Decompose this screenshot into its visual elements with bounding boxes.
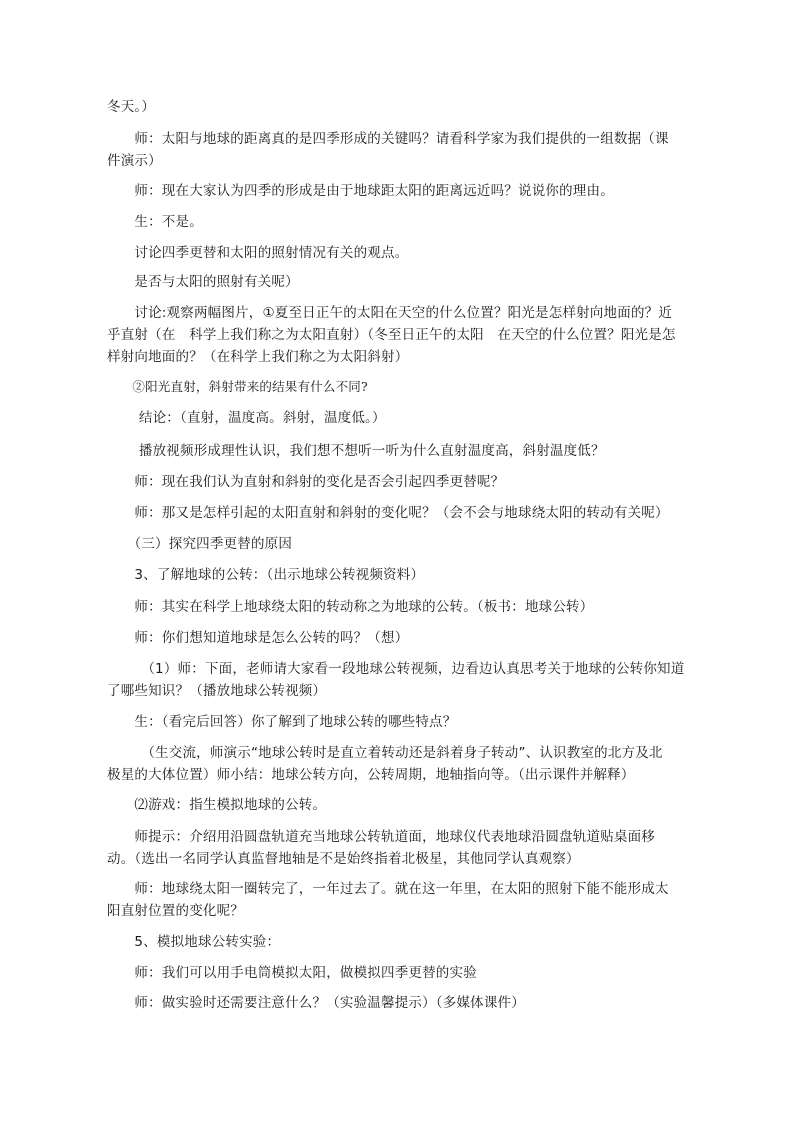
paragraph <box>107 96 692 118</box>
paragraph <box>107 564 692 586</box>
paragraph <box>107 596 692 618</box>
paragraph <box>107 878 692 922</box>
paragraph <box>107 962 692 984</box>
paragraph <box>107 128 692 172</box>
text-line: ⑵游戏：指生模拟地球的公转。 <box>107 797 327 813</box>
text-line: 师：我们可以用手电筒模拟太阳，做模拟四季更替的实验 <box>107 965 477 981</box>
text-line: 动。（选出一名同学认真监督地轴是不是始终指着北极星，其他同学认真观察） <box>107 851 580 867</box>
paragraph <box>107 180 692 202</box>
text-line: 结论：（直射，温度高。斜射，温度低。） <box>107 410 386 426</box>
text-line: ②阳光直射，斜射带来的结果有什么不同? <box>107 379 368 394</box>
text-line: 师：现在大家认为四季的形成是由于地球距太阳的距离远近吗？说说你的理由。 <box>107 183 614 199</box>
paragraph <box>107 242 692 264</box>
text-line: 师：地球绕太阳一圈转完了，一年过去了。就在这一年里，在太阳的照射下能不能形成太 <box>107 881 669 897</box>
text-line: 师：做实验时还需要注意什么？（实验温馨提示）（多媒体课件） <box>107 995 525 1011</box>
text-line: 师提示：介绍用沿圆盘轨道充当地球公转轨道面，地球仪代表地球沿圆盘轨道贴桌面移 <box>107 829 655 845</box>
paragraph <box>107 407 692 429</box>
text-line: 了哪些知识？（播放地球公转视频） <box>107 683 327 699</box>
text-line: （三）探究四季更替的原因 <box>107 536 293 552</box>
paragraph <box>107 533 692 555</box>
paragraph <box>107 826 692 870</box>
text-line: 生：不是。 <box>107 214 203 230</box>
text-line: 冬天。） <box>107 99 156 115</box>
paragraph <box>107 440 692 462</box>
text-line: （1）师：下面，老师请大家看一段地球公转视频，边看边认真思考关于地球的公转你知道 <box>107 661 685 677</box>
paragraph <box>107 711 692 733</box>
text-line: 5、模拟地球公转实验： <box>107 934 281 950</box>
text-line: 讨论四季更替和太阳的照射情况有关的观点。 <box>107 245 409 261</box>
text-line: 师：那又是怎样引起的太阳直射和斜射的变化呢？（会不会与地球绕太阳的转动有关呢） <box>107 505 669 521</box>
paragraph <box>107 376 692 398</box>
text-line: 是否与太阳的照射有关呢） <box>107 274 299 290</box>
text-line: 3、了解地球的公转：（出示地球公转视频资料） <box>107 567 425 583</box>
paragraph <box>107 502 692 524</box>
text-line: 师：现在我们认为直射和斜射的变化是否会引起四季更替呢？ <box>107 474 505 490</box>
paragraph <box>107 742 692 786</box>
paragraph <box>107 794 692 816</box>
text-line: 师：太阳与地球的距离真的是四季形成的关键吗？请看科学家为我们提供的一组数据（课 <box>107 131 669 147</box>
text-line: 生：（看完后回答）你了解到了地球公转的哪些特点？ <box>107 714 457 730</box>
text-line: 阳直射位置的变化呢？ <box>107 903 244 919</box>
text-line: （生交流，师演示“地球公转时是直立着转动还是斜着身子转动”、认识教室的北方及北 <box>107 745 663 761</box>
paragraph <box>107 658 692 702</box>
paragraph <box>107 471 692 493</box>
text-line: 播放视频形成理性认识，我们想不想听一听为什么直射温度高，斜射温度低？ <box>107 443 605 459</box>
paragraph <box>107 627 692 649</box>
text-line: 极星的大体位置）师小结：地球公转方向，公转周期，地轴指向等。（出示课件并解释） <box>107 767 635 783</box>
text-line: 乎直射（在 科学上我们称之为太阳直射）（冬至日正午的太阳 在天空的什么位置？阳光是怎 <box>107 327 676 343</box>
paragraph <box>107 931 692 953</box>
paragraph <box>107 992 692 1014</box>
text-line: 师：其实在科学上地球绕太阳的转动称之为地球的公转。（板书：地球公转） <box>107 599 594 615</box>
paragraph <box>107 211 692 233</box>
text-line: 件演示） <box>107 153 162 169</box>
paragraph <box>107 302 692 368</box>
text-line: 样射向地面的？（在科学上我们称之为太阳斜射） <box>107 349 409 365</box>
text-line: 师：你们想知道地球是怎么公转的吗？（想） <box>107 630 409 646</box>
text-line: 讨论:观察两幅图片，①夏至日正午的太阳在天空的什么位置？阳光是怎样射向地面的？近 <box>107 305 673 321</box>
paragraph <box>107 271 692 293</box>
